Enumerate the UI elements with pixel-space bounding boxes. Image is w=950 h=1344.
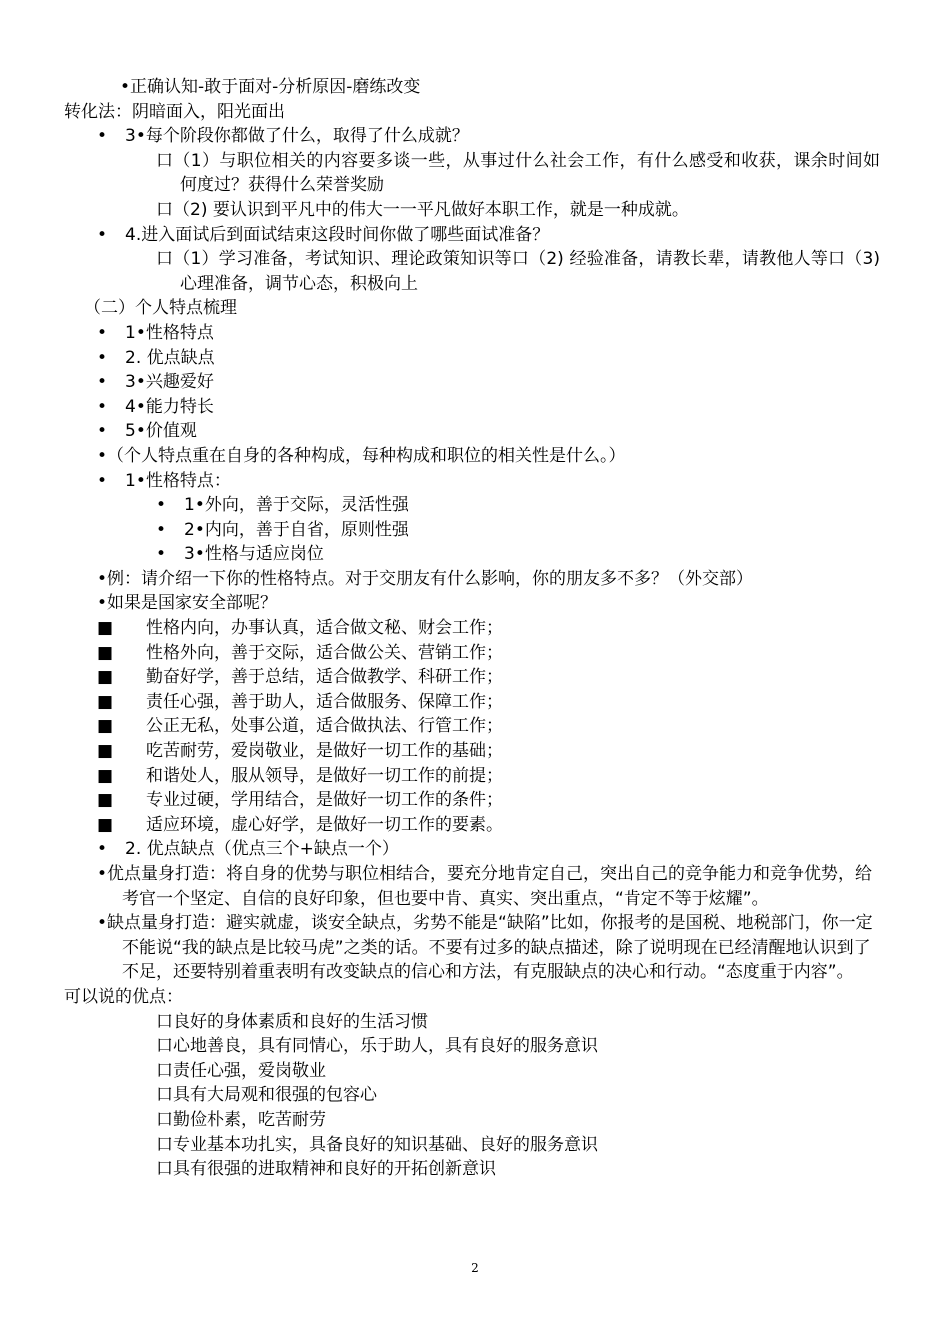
list-item: • 1•外向，善于交际，灵活性强 [156,495,409,516]
list-item: ■ 公正无私，处事公道，适合做执法、行管工作； [97,716,503,737]
text-line: 转化法：阴暗面入，阳光面出 [64,101,285,122]
list-item: • 2. 优点缺点（优点三个+缺点一个） [97,839,399,860]
text-line: •例：请介绍一下你的性格特点。对于交朋友有什么影响，你的朋友多不多？（外交部） [97,568,754,589]
list-item: ■ 性格外向，善于交际，适合做公关、营销工作； [97,642,503,663]
list-item: • 2. 优点缺点 [97,347,215,368]
list-item: 口责任心强，爱岗敬业 [156,1060,326,1081]
text-paragraph: •优点量身打造：将自身的优势与职位相结合，要充分地肯定自己，突出自己的竞争能力和竞争优势，给考官一个坚定、自信的良好印象，但也要中肯、真实、突出重点，“肯定不等于炫耀”。 [97,864,873,909]
list-item: ■ 责任心强，善于助人，适合做服务、保障工作； [97,691,503,712]
list-item: • 2•内向，善于自省，原则性强 [156,519,409,540]
list-item: • 4•能力特长 [97,396,214,417]
list-item: ■ 适应环境，虚心好学，是做好一切工作的要素。 [97,814,503,835]
list-item: 口勤俭朴素，吃苦耐劳 [156,1109,326,1130]
page-number: 2 [471,1261,479,1275]
list-item: • 3•性格与适应岗位 [156,544,324,565]
list-item: 口专业基本功扎实，具备良好的知识基础、良好的服务意识 [156,1134,598,1155]
text-paragraph: 口（1）学习准备，考试知识、理论政策知识等口（2) 经验准备，请教长辈，请教他人等口（3) 心理准备，调节心态，积极向上 [156,249,880,294]
list-item: 口具有大局观和很强的包容心 [156,1085,377,1106]
list-item: • 5•价值观 [97,421,197,442]
list-item: • 3•每个阶段你都做了什么，取得了什么成就？ [97,126,469,147]
list-item: ■ 性格内向，办事认真，适合做文秘、财会工作； [97,618,503,639]
text-paragraph: 口（1）与职位相关的内容要多谈一些，从事过什么社会工作，有什么感受和收获，课余时间如何度过？获得什么荣誉奖励 [156,150,880,196]
list-item: • 1•性格特点： [97,470,231,491]
list-item: ■ 和谐处人，服从领导，是做好一切工作的前提； [97,765,503,786]
list-item: ■ 吃苦耐劳，爱岗敬业，是做好一切工作的基础； [97,741,503,762]
list-item: • 1•性格特点 [97,322,214,343]
list-item: 口良好的身体素质和良好的生活习惯 [156,1011,428,1032]
text-line: •正确认知-敢于面对-分析原因-磨练改变 [120,77,421,97]
list-item: ■ 专业过硬，学用结合，是做好一切工作的条件； [97,790,503,811]
list-item: 口具有很强的进取精神和良好的开拓创新意识 [156,1159,496,1180]
text-line: •如果是国家安全部呢？ [97,593,278,614]
list-item: • 3•兴趣爱好 [97,372,214,393]
list-item: 口心地善良，具有同情心，乐于助人，具有良好的服务意识 [156,1036,598,1057]
text-line: •（个人特点重在自身的各种构成，每种构成和职位的相关性是什么。） [97,445,626,466]
section-heading: （二）个人特点梳理 [84,298,237,319]
list-item: ■ 勤奋好学，善于总结，适合做教学、科研工作； [97,667,503,688]
list-item: • 4.进入面试后到面试结束这段时间你做了哪些面试准备？ [97,224,550,245]
text-line: 可以说的优点： [64,986,183,1007]
text-line: 口（2) 要认识到平凡中的伟大一一平凡做好本职工作，就是一种成就。 [156,199,689,220]
text-paragraph: •缺点量身打造：避实就虚，谈安全缺点，劣势不能是“缺陷”比如，你报考的是国税、地税部门，你一定不能说“我的缺点是比较马虎”之类的话。不要有过多的缺点描述，除了说明现在已经清醒地认识到了不足，还要特别着重表明有改变缺点的信心和方法，有克服缺点的决心和行动。“态度重于内容”。 [97,913,873,983]
document-page [0,75,950,1182]
